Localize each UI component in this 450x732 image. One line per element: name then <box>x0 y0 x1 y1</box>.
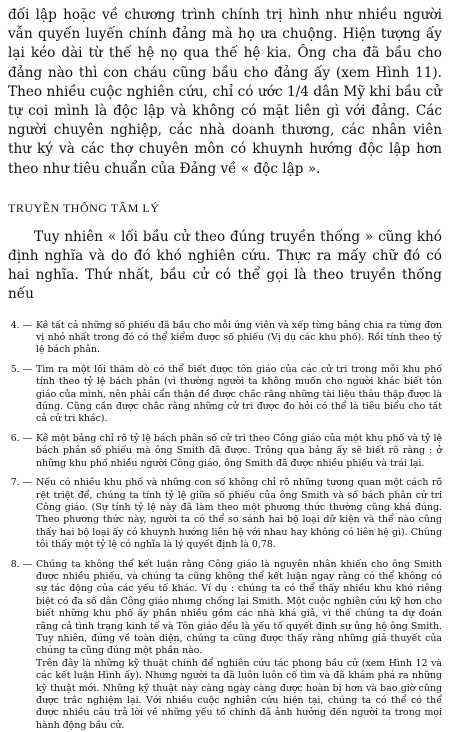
footnote-8 <box>8 559 442 732</box>
intro-paragraph: đối lập hoặc về chương trình chính trị hình như nhiều người vẫn quyến luyến chính đảng mà họ ưa chuộng. Hiện tượng ấy lại kéo dài từ thế hệ nọ qua thế hệ kia. Ông cha đã bầu cho đảng nào thì con cháu cũng bầu cho đảng ấy (xem Hình 11). Theo nhiều cuộc nghiên cứu, chỉ có ước 1/4 dân Mỹ khi bầu cử tự coi mình là độc lập và không có mặt liên gì với đảng. Các người chuyên nghiệp, các nhà doanh thương, các nhân viên thư ký và các thợ chuyên môn có khuynh hướng độc lập hơn theo như tiêu chuẩn của Đảng về « độc lập ». <box>8 7 442 177</box>
section-heading: TRUYỀN THỐNG TÂM LÝ <box>8 200 160 215</box>
footnotes <box>8 320 442 732</box>
footnote-number: 5. — <box>10 363 32 375</box>
footnote-4 <box>8 320 442 357</box>
footnote-number: 6. — <box>10 432 32 444</box>
footnote-text: Chúng ta không thể kết luận rằng Công giáo là nguyên nhân khiến cho ông Smith được nhiều phiếu, và chúng ta cũng không thể kết luận ngay rằng có thể không có sự tác động của các yếu tố khác. Ví dụ : chúng ta có thể thấy nhiều khu khó riêng biệt có đa số dân Công giáo nhưng chống lại Smith. Một cuộc nghiên cứu kỹ hơn cho biết những khu phố ấy phần nhiều gồm các nhà khá giả, vì thế chúng ta dự đoán rằng cả tình trạng kinh tế và Tôn giáo đều là yếu tố quyết định sự ủng hộ ông Smith. Tuy nhiên, đứng về toàn diện, chúng ta cũng được thấy rằng những giả thuyết của chúng ta cũng đúng một phần nào. <box>36 558 442 657</box>
footnote-6 <box>8 433 442 470</box>
footnote-number: 4. — <box>10 319 32 331</box>
main-text <box>8 6 442 305</box>
footnote-number: 8. — <box>10 558 32 570</box>
footnote-text: Nếu có nhiều khu phố và những con số không chỉ rõ những tương quan một cách rõ rệt triệt để, chúng ta tính tỷ lệ giữa số phiếu của ông Smith và số bách phân cử tri Công giáo. (Sự tính tỷ lệ này đã làm theo một phương thức thường cũng khá đúng. Theo phương thức này, người ta có thể so sánh hai bộ loại dữ kiện và thể nào cũng thấy hai bộ loại ấy có khuynh hướng liên hệ với nhau hay không có liên hệ gì). Chúng tôi thấy một tỷ lệ có nghĩa là lý quyết định là 0,78. <box>36 477 442 551</box>
footnote-continuation: Trên đây là những kỹ thuật chính để nghiên cứu tác phong bầu cử (xem Hình 12 và các kết luận Hình ấy). Nhưng người ta đã luôn luôn cố tìm và đã khám phá ra những kỹ thuật mới. Những kỹ thuật này càng ngày càng được hoàn bị hơn và bao giờ cũng được trắc nghiệm lại. Với nhiều cuộc nghiên cứu hiện tại, chúng ta có thể có thể được nhiều câu trả lời về những yếu tố chính đã ảnh hưởng đến người ta trong mọi hành động bầu cử. <box>36 657 442 731</box>
footnote-5 <box>8 364 442 426</box>
footnote-text: Kê một bảng chỉ rõ tỷ lệ bách phân số cử tri theo Công giáo của một khu phố và tỷ lệ bách phân số phiếu mà ông Smith đã được. Trông qua bảng ấy sẽ biết rõ ràng : ở những khu phố nhiều người Công giáo, ông Smith đã được nhiều phiếu và trái lại. <box>36 432 442 469</box>
footnote-text: Kê tất cả những số phiếu đã bầu cho mỗi ứng viên và xếp từng bảng chia ra từng đơn vị nhỏ nhất trong đó có thể kiểm được số phiếu (Vị dụ các khu phố). Rồi tính theo tỷ lệ bách phân. <box>36 319 442 356</box>
footnote-text: Tìm ra một lối thăm dò có thể biết được tôn giáo của các cử tri trong mỗi khu phố tính theo tỷ lệ bách phân (vì thường người ta không muốn cho người khác biết tôn giáo của mình, nên phải cẩn thận đề được chắc rằng những tài liệu thâu thập được là đúng. Cũng cần được chắc rằng những cử tri được đo hỏi có thể là tiêu biểu cho tất cả cử tri khác). <box>36 363 442 425</box>
section-paragraph: Tuy nhiên « lối bầu cử theo đúng truyền thống » cũng khó định nghĩa và do đó khó nghiên cứu. Thực ra mấy chữ đó có hai nghĩa. Thứ nhất, bầu cử có thể gọi là theo truyền thống nếu <box>8 228 442 303</box>
footnote-7 <box>8 477 442 551</box>
footnote-number: 7. — <box>10 477 32 489</box>
